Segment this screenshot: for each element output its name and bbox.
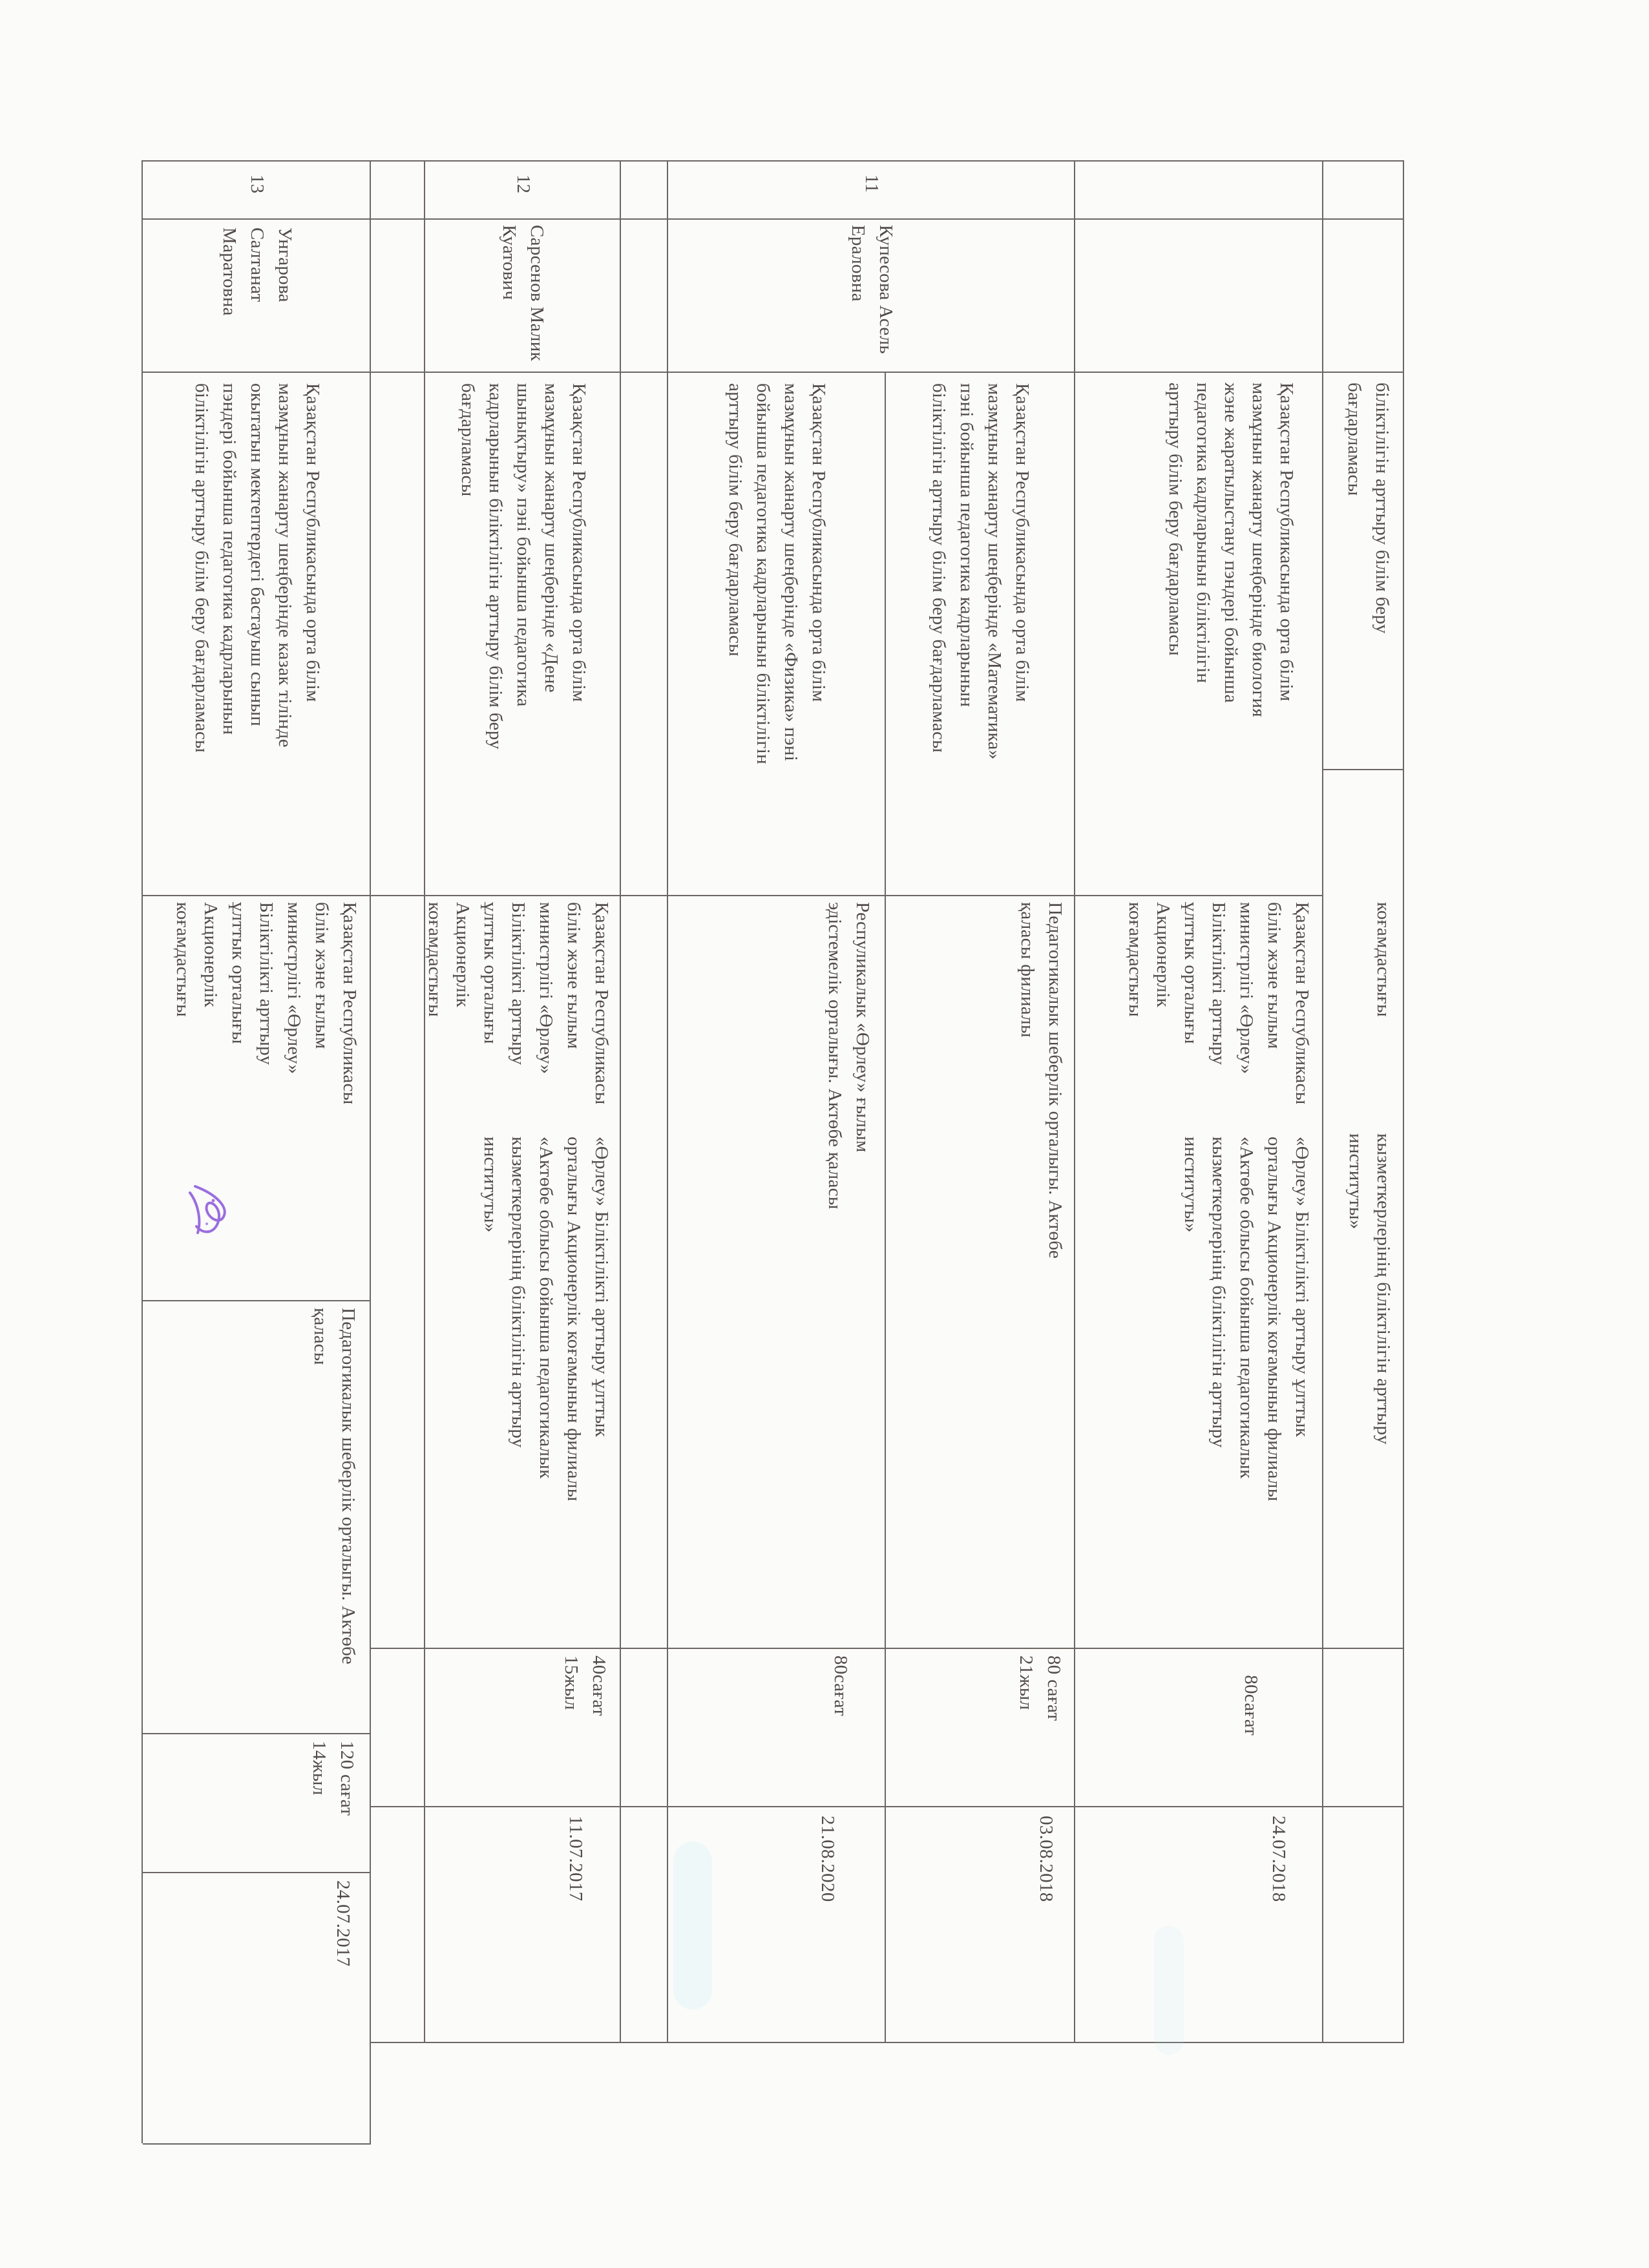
scan-smudge bbox=[1154, 1926, 1184, 2055]
row13-hours-cell: 120 сағат 14жыл bbox=[309, 1741, 357, 1816]
row10-org-main: коғамдастығы bbox=[1373, 902, 1394, 1017]
table-right-border bbox=[371, 2042, 1404, 2043]
row11b-program-cell bbox=[668, 378, 886, 895]
rowA-org-cell bbox=[1121, 902, 1316, 1639]
row11a-hours-cell: 80 сағат 21жыл bbox=[1016, 1655, 1064, 1721]
row13-name: Унгарова Салтанат Маратовна bbox=[219, 227, 295, 316]
row13-org-cell: Қазақстан Республикасы білім жэне ғылым министрлігі «Өрлеу» Біліктілікті арттыру ұлттык орталығы Акционерлік коғамдастығы bbox=[173, 902, 360, 1110]
row12-num: 12 bbox=[513, 174, 534, 194]
row13-program: Қазақстан Республикасында орта білім мазмұнын жанарту шеңберінде казак тілінде окытатын мектептердегі бастауыш сынып пэндері бойынша педагогика кадрларынын біліктілігін арттыру білім беру бағдарламасы bbox=[191, 383, 323, 753]
table-right-border-row13 bbox=[143, 2143, 371, 2145]
row12-name-cell bbox=[425, 218, 621, 372]
row13-name-cell bbox=[143, 218, 371, 372]
row-border bbox=[1322, 160, 1323, 2042]
row11b-date-cell: 21.08.2020 bbox=[817, 1816, 838, 1902]
row12-program: Қазақстан Республикасында орта білім мазмұнын жанарту шеңберінде «Дене шынықтыру» пэні бойынша педагогика кадрларынын біліктілігін арттыру білім беру бағдарламасы bbox=[457, 383, 589, 755]
col-border-hours-row13 bbox=[143, 1733, 371, 1734]
col-border-hours bbox=[371, 1648, 1404, 1649]
row11-name: Купесова Асель Ераловна bbox=[848, 225, 896, 359]
row11a-org-cell: Педагогикалык шеберлік орталыгы. Актөбе қаласы филиалы bbox=[1017, 902, 1066, 1264]
row13-org2-cell: Педагогикалык шеберлік орталыгы. Актөбе қаласы bbox=[310, 1308, 359, 1670]
row12-hours-cell: 40сағат 15жыл bbox=[561, 1655, 609, 1716]
row11b-hours-cell: 80сағат bbox=[830, 1655, 851, 1716]
row11b-program: Қазақстан Республикасында орта білім мазмұнын жанарту шеңберінде «Физика» пэні бойынша педагогика кадрларынын біліктілігін арттыру білім беру бағдарламасы bbox=[725, 383, 830, 770]
col-border-program-row10 bbox=[1323, 769, 1404, 770]
row12-org-branch: «Өрлеу» Біліктілікті арттыру ұлттык орталығы Акционерлік коғамынын филиалы «Актөбе облысы бойынша педагогикалык кызметкерлерінің біліктілігін арттыру институты» bbox=[480, 1137, 612, 1507]
row11-name-cell bbox=[668, 218, 1075, 372]
row11b-org-cell: Респуликалык «Өрлеу» ғылым эдістемелік орталығы. Актөбе қаласы bbox=[824, 902, 873, 1210]
row11a-program: Қазақстан Республикасында орта білім мазмұнын жанарту шеңберінде «Математика» пэні бойынша педагогика кадрларынын біліктілігін арттыру білім беру бағдарламасы bbox=[929, 383, 1033, 765]
rowA-program-cell: Қазақстан Республикасында орта білім мазмұнын жанарту шеңберінде биология жэне жаратылыстану пэндері бойынша педагогика кадрларынын біліктілігін арттыру білім беру бағдарламасы bbox=[1165, 383, 1297, 722]
row11-num: 11 bbox=[861, 174, 883, 193]
ink-annotation-mark bbox=[180, 1181, 235, 1241]
row10-org-cell bbox=[1341, 902, 1397, 1639]
col-border-program bbox=[143, 895, 1323, 896]
row12-org-cell bbox=[421, 902, 615, 1639]
rowA-date-cell: 24.07.2018 bbox=[1268, 1816, 1289, 1902]
scan-smudge bbox=[673, 1842, 712, 2010]
row12-program-cell bbox=[425, 378, 621, 895]
rowA-org-main: Қазақстан Республикасы білім жэне ғылым министрлігі «Өрлеу» Біліктілікті арттыру ұлттык орталығы Акционерлік коғамдастығы bbox=[1125, 902, 1312, 1110]
row12-org-main: Қазақстан Республикасы білім жэне ғылым министрлігі «Өрлеу» Біліктілікті арттыру ұлттык орталығы Акционерлік коғамдастығы bbox=[425, 902, 612, 1110]
col-border-date-row13 bbox=[143, 1872, 371, 1873]
row13-num: 13 bbox=[247, 174, 268, 194]
row12-num-cell bbox=[425, 160, 621, 218]
row11-num-cell bbox=[668, 160, 1075, 218]
col-border-org2-row13 bbox=[143, 1300, 371, 1301]
row10-program-cell: біліктілігін арттыру білім беру бағдарламасы bbox=[1344, 383, 1392, 639]
row10-org-branch: кызметкерлерінің біліктілігін арттыру институты» bbox=[1345, 1133, 1394, 1450]
row11a-date-cell: 03.08.2018 bbox=[1036, 1816, 1056, 1902]
row11a-program-cell bbox=[886, 378, 1075, 895]
col-border-name bbox=[143, 372, 1404, 373]
col-border-date bbox=[371, 1806, 1404, 1807]
rowA-org-branch: «Өрлеу» Біліктілікті арттыру ұлттык орталығы Акционерлік коғамынын филиалы «Актөбе облысы бойынша педагогикалык кызметкерлерінің біліктілігін арттыру институты» bbox=[1181, 1137, 1312, 1507]
row13-program-cell bbox=[143, 378, 371, 895]
row12-date-cell: 11.07.2017 bbox=[565, 1816, 586, 1902]
row12-name: Сарсенов Малик Куатович bbox=[499, 225, 548, 366]
table-top-border bbox=[1403, 160, 1404, 2042]
row13-num-cell bbox=[143, 160, 371, 218]
rowA-hours-cell: 80сағат bbox=[1241, 1675, 1261, 1736]
row13-date-cell: 24.07.2017 bbox=[333, 1880, 353, 1967]
